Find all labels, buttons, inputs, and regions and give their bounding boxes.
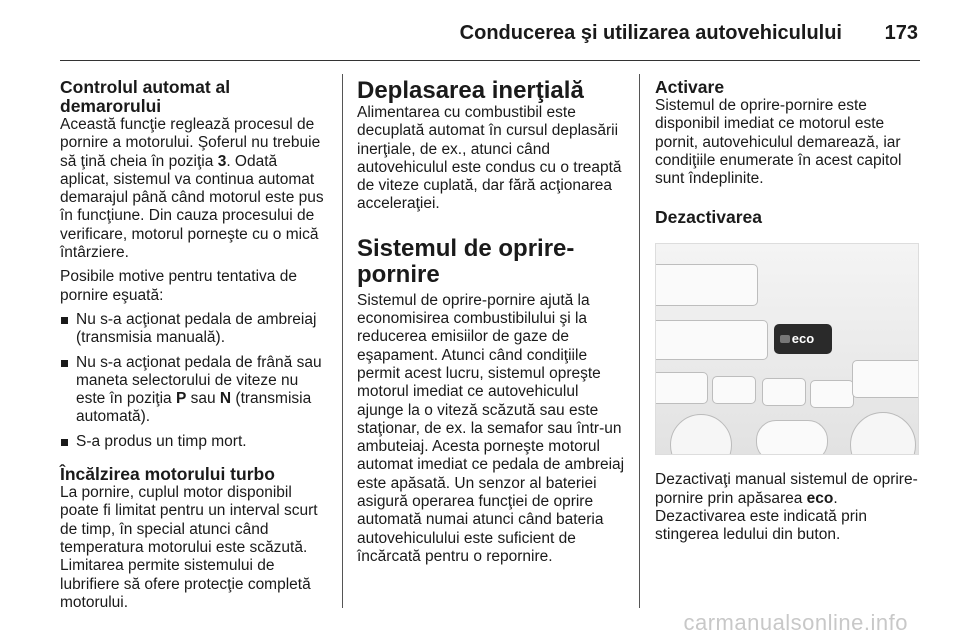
column-1	[60, 78, 328, 612]
control-knob	[850, 412, 916, 455]
dashboard-button	[762, 378, 806, 406]
eco-button: eco	[774, 324, 832, 354]
section-heading: Sistemul de oprire-pornire	[357, 234, 575, 288]
dashboard-button	[655, 320, 768, 360]
dashboard-button	[712, 376, 756, 404]
watermark: carmanualsonline.info	[683, 610, 908, 635]
list-item: Nu s-a acţionat pedala de frână sau maneta selectorului de viteze nu este în poziţia P sau N (transmisia automată).	[60, 354, 328, 427]
dashboard-button	[756, 420, 828, 455]
page-header	[0, 0, 960, 58]
column-2	[357, 78, 625, 566]
dashboard-button	[810, 380, 854, 408]
control-knob	[670, 414, 732, 455]
list-item: Nu s-a acţionat pedala de ambreiaj (transmisia manuală).	[60, 311, 328, 348]
header-rule	[60, 60, 920, 61]
page-number: 173	[884, 22, 918, 44]
dashboard-button	[655, 372, 708, 404]
eco-button-figure	[655, 243, 919, 455]
section-heading: Dezactivarea	[655, 207, 763, 228]
column-3	[655, 78, 923, 545]
dashboard-button	[852, 360, 919, 398]
paragraph: Sistemul de oprire-pornire ajută la economisirea combustibilului şi la reducerea emisiilor de gaze de eşapament. Atunci când condiţiile permit acest lucru, sistemul opreşte motorul imediat ce autovehiculul ajunge la o viteză scăzută sau este staţionar, de ex. la semafor sau într-un ambuteiaj. Acesta porneşte motorul automat imediat ce pedala de ambreiaj este apăsată. Un senzor al bateriei asigură operarea funcţiei de oprire automată numai atunci când bateria autovehiculului este suficient de încărcată pentru o repornire.	[357, 291, 625, 565]
dashboard-panel	[655, 264, 758, 306]
paragraph: Sistemul de oprire-pornire este disponibil imediat ce motorul este pornit, autovehiculul demarează, iar condiţiile enumerate în acest capitol sunt îndeplinite.	[655, 97, 902, 188]
paragraph: La pornire, cuplul motor disponibil poate fi limitat pentru un interval scurt de timp, în special atunci când temperatura motorului este scăzută. Limitarea permite sistemului de lubrifiere să ofere protecţie completă motorului.	[60, 484, 318, 611]
paragraph: Dezactivaţi manual sistemul de oprire-pornire prin apăsarea eco. Dezactivarea este indicată prin stingerea ledului din buton.	[655, 471, 918, 544]
list-item: S-a produs un timp mort.	[60, 433, 328, 451]
column-divider	[342, 74, 343, 608]
eco-led-icon	[780, 335, 790, 343]
section-heading: Deplasarea inerţială	[357, 77, 584, 104]
section-heading: Încălzirea motorului turbo	[60, 464, 275, 485]
section-heading: Controlul automat al demarorului	[60, 77, 231, 116]
column-divider	[639, 74, 640, 608]
section-heading: Activare	[655, 77, 725, 97]
paragraph: Alimentarea cu combustibil este decuplată automat în cursul deplasării inerţiale, de ex., atunci când autovehiculul este condus cu o treaptă de viteze cuplată, dar fără acţionarea acceleraţiei.	[357, 104, 622, 213]
chapter-title: Conducerea şi utilizarea autovehiculului	[459, 22, 842, 44]
paragraph: Această funcţie reglează procesul de pornire a motorului. Şoferul nu trebuie să ţină cheia în poziţia 3. Odată aplicat, sistemul va continua automat demarajul până când motorul este pus în funcţiune. Din cauza procesului de verificare, motorul porneşte cu o mică întârziere.	[60, 116, 324, 262]
bullet-list	[60, 311, 328, 451]
paragraph: Posibile motive pentru tentativa de pornire eşuată:	[60, 268, 297, 304]
